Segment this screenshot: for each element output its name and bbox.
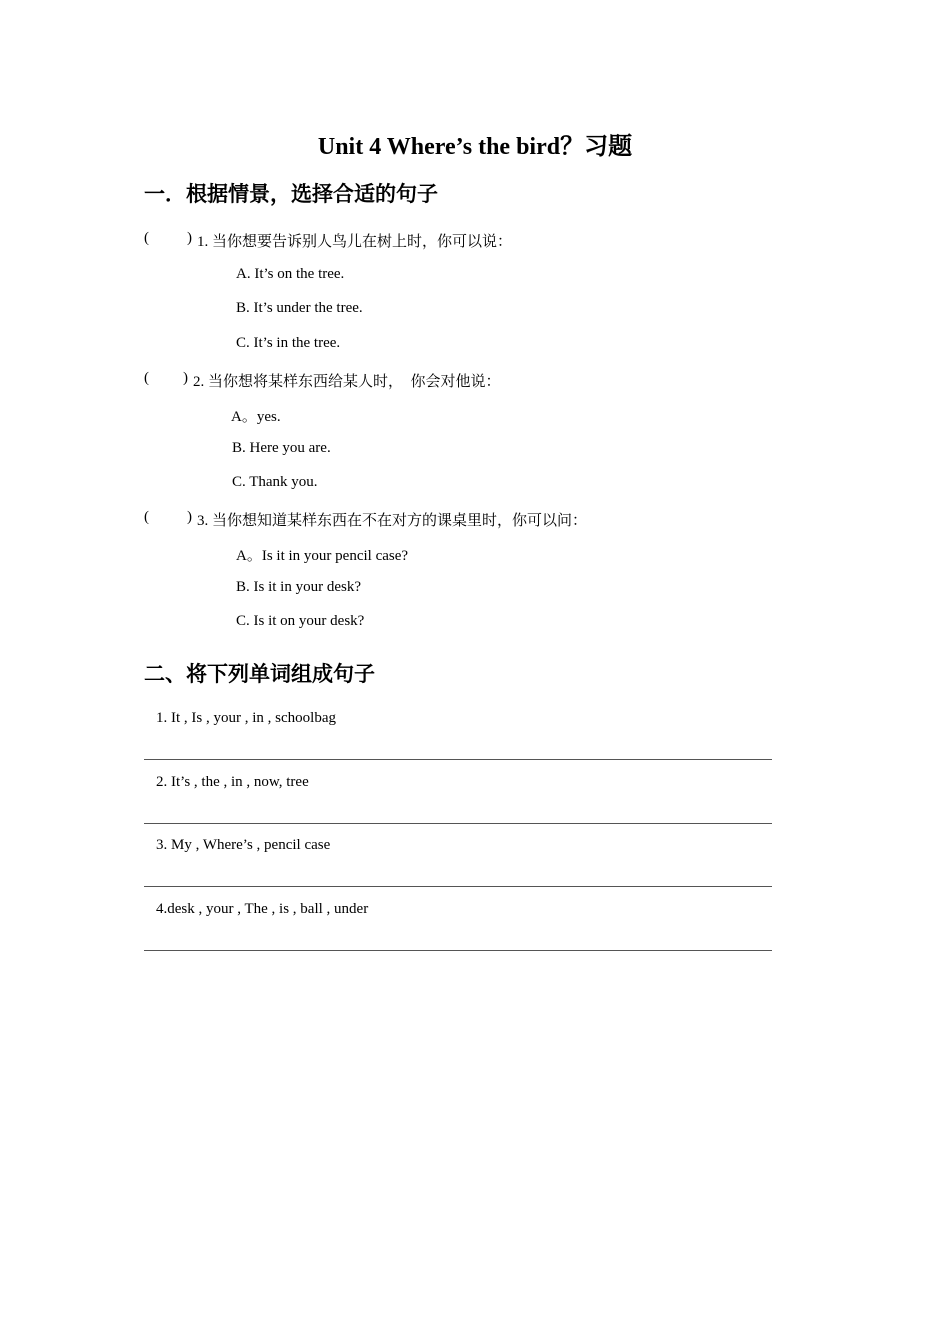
section-1-heading: 一．根据情景，选择合适的句子 bbox=[144, 182, 438, 206]
question-2 bbox=[144, 370, 644, 390]
question-1-option-b: B. It’s under the tree. bbox=[236, 300, 363, 316]
answer-line-4[interactable] bbox=[144, 950, 772, 951]
question-3-option-a: A。Is it in your pencil case? bbox=[236, 548, 409, 564]
answer-blank-close-paren[interactable]: ) bbox=[183, 370, 188, 386]
question-3-option-b: B. Is it in your desk? bbox=[236, 579, 361, 595]
question-2-option-c: C. Thank you. bbox=[232, 474, 318, 490]
question-3-option-c: C. Is it on your desk? bbox=[236, 613, 365, 629]
question-1-text: 1. 当你想要告诉别人鸟儿在树上时，你可以说： bbox=[197, 234, 513, 250]
answer-blank-open-paren[interactable]: ( bbox=[144, 230, 149, 246]
answer-line-1[interactable] bbox=[144, 759, 772, 760]
sentence-item-2: 2. It’s , the , in , now, tree bbox=[156, 774, 309, 790]
answer-line-2[interactable] bbox=[144, 823, 772, 824]
question-1-option-c: C. It’s in the tree. bbox=[236, 335, 341, 351]
question-2-text: 2. 当你想将某样东西给某人时， 你会对他说： bbox=[193, 374, 501, 390]
question-2-option-a: A。yes. bbox=[231, 409, 281, 425]
answer-line-3[interactable] bbox=[144, 886, 772, 887]
question-1 bbox=[144, 230, 644, 250]
page-title: Unit 4 Where’s the bird？习题 bbox=[317, 134, 633, 160]
answer-blank-close-paren[interactable]: ) bbox=[187, 509, 192, 525]
answer-blank-open-paren[interactable]: ( bbox=[144, 370, 149, 386]
sentence-item-4: 4.desk , your , The , is , ball , under bbox=[156, 901, 369, 917]
section-2-heading: 二、将下列单词组成句子 bbox=[144, 662, 375, 686]
answer-blank-open-paren[interactable]: ( bbox=[144, 509, 149, 525]
question-3 bbox=[144, 509, 664, 529]
question-1-option-a: A. It’s on the tree. bbox=[236, 266, 345, 282]
question-3-text: 3. 当你想知道某样东西在不在对方的课桌里时，你可以问： bbox=[197, 513, 588, 529]
question-2-option-b: B. Here you are. bbox=[232, 440, 331, 456]
answer-blank-close-paren[interactable]: ) bbox=[187, 230, 192, 246]
sentence-item-1: 1. It , Is , your , in , schoolbag bbox=[156, 710, 336, 726]
sentence-item-3: 3. My , Where’s , pencil case bbox=[156, 837, 331, 853]
